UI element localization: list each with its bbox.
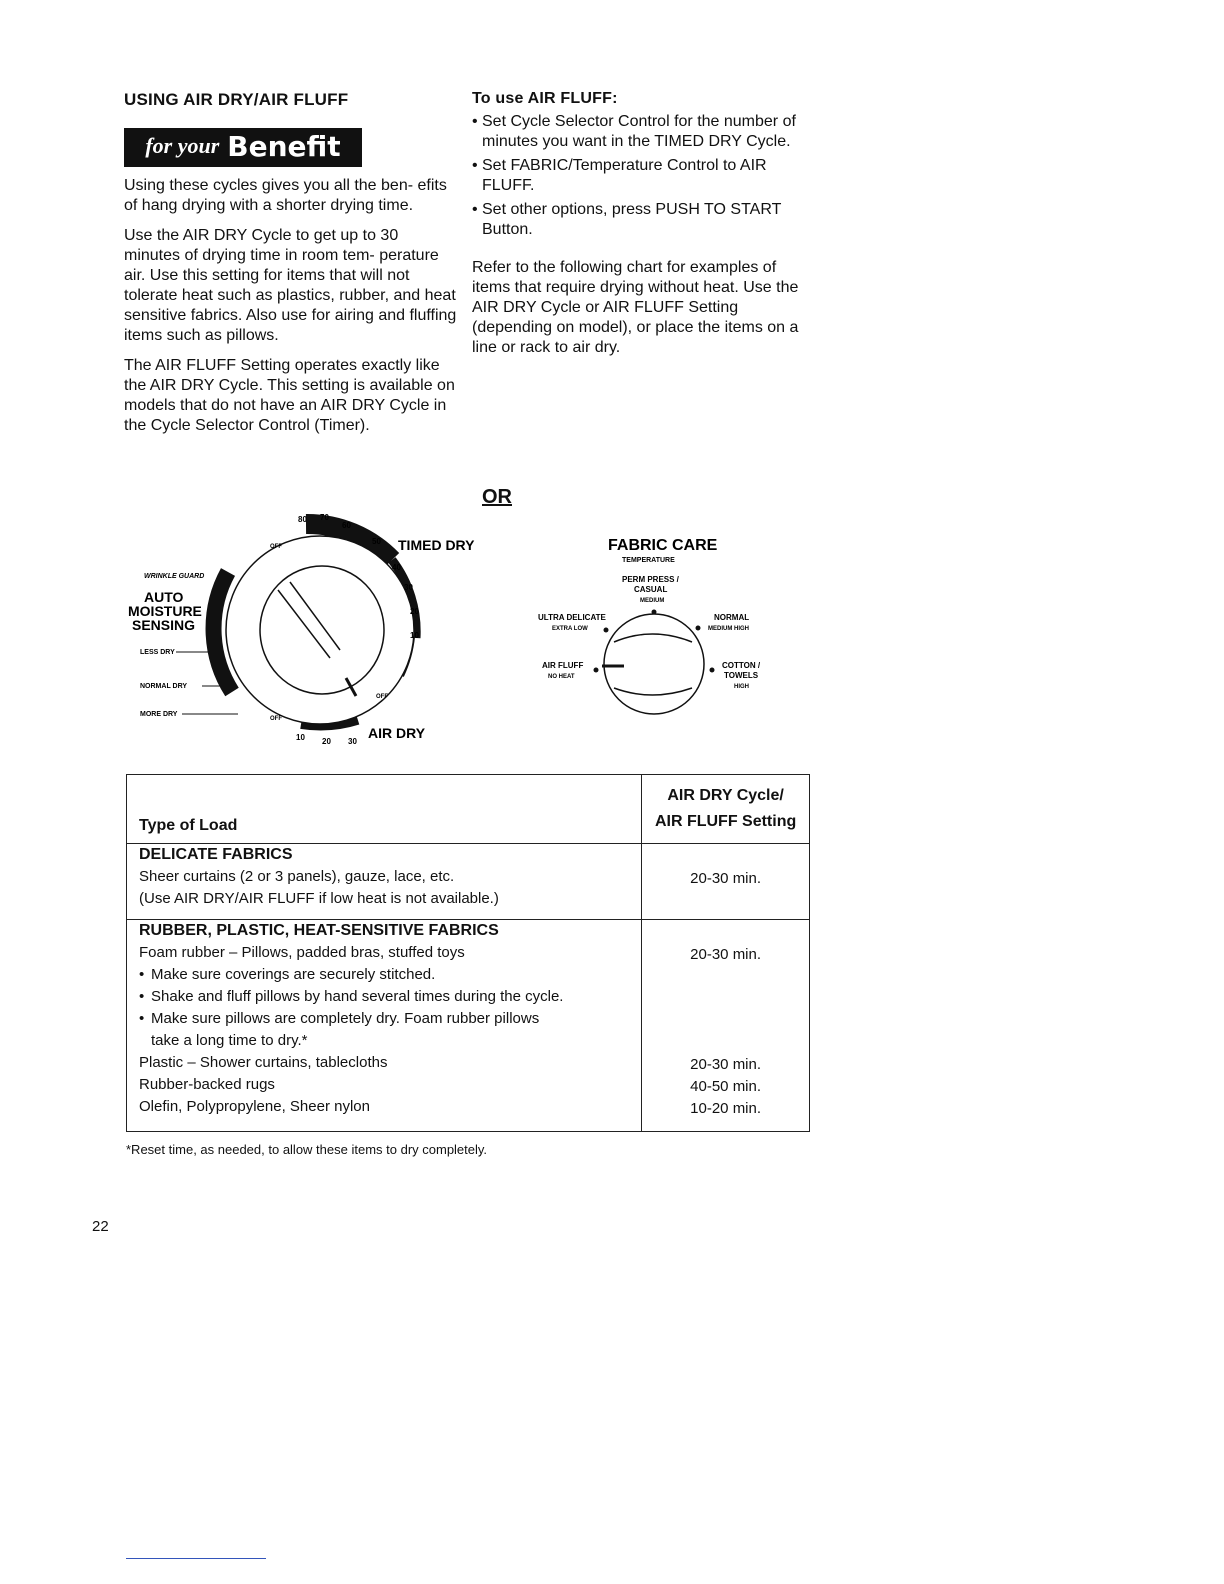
table-row <box>127 920 810 1132</box>
wrinkle-guard-label: WRINKLE GUARD <box>144 573 205 580</box>
olefin-line: Olefin, Polypropylene, Sheer nylon <box>139 1098 370 1115</box>
auto-label: AUTO <box>144 589 184 605</box>
header-air-dry-time <box>642 775 810 844</box>
fabric-dial-knob <box>604 614 704 714</box>
banner-small-text: for your <box>145 133 220 158</box>
tick-label: 30 <box>404 583 413 592</box>
moisture-label: MOISTURE <box>128 603 202 619</box>
step-item: • Set FABRIC/Temperature Control to AIR FLUFF. <box>472 156 808 196</box>
no-heat-label: NO HEAT <box>548 674 575 680</box>
ultra-delicate-dot <box>604 628 609 633</box>
temperature-label: TEMPERATURE <box>622 557 675 564</box>
rugs-line: Rubber-backed rugs <box>139 1076 275 1093</box>
tick-label: 10 <box>410 631 419 640</box>
or-label: OR <box>482 486 512 508</box>
intro-paragraph: Using these cycles gives you all the ben- efits of hang drying with a shorter drying time. <box>124 177 447 214</box>
for-your-benefit-banner <box>124 128 362 167</box>
medium-high-label: MEDIUM HIGH <box>708 626 749 632</box>
air-fluff-label: AIR FLUFF <box>542 661 584 670</box>
casual-label: CASUAL <box>634 585 668 594</box>
tick-label: 80 <box>298 515 307 524</box>
olefin-time: 10-20 min. <box>690 1100 762 1117</box>
banner-big-text: Benefit <box>227 129 341 163</box>
fabric-care-title: FABRIC CARE <box>608 537 718 554</box>
delicate-line-2: (Use AIR DRY/AIR FLUFF if low heat is not available.) <box>139 890 499 907</box>
off-label: OFF <box>270 716 282 722</box>
timed-dry-label: TIMED DRY <box>398 537 475 553</box>
rubber-cell <box>127 920 642 1132</box>
chart-reference-paragraph: Refer to the following chart for examples of items that require drying without heat. Use the AIR DRY Cycle or AIR FLUFF Setting (depending on model), or place the items on a line or rack to air dry. <box>472 259 799 356</box>
delicate-cell <box>127 844 642 920</box>
foam-time: 20-30 min. <box>690 946 762 963</box>
step-item: • Set Cycle Selector Control for the number of minutes you want in the TIMED DRY Cycle. <box>472 112 808 152</box>
header-time-line-1: AIR DRY Cycle/ <box>667 787 784 804</box>
air-fluff-heading: To use AIR FLUFF: <box>472 90 618 107</box>
bottom-rule <box>126 1558 266 1559</box>
normal-label: NORMAL <box>714 613 750 622</box>
drying-time-table <box>126 774 810 1132</box>
rugs-time: 40-50 min. <box>690 1078 762 1095</box>
delicate-time: 20-30 min. <box>690 870 762 887</box>
tick-label: 10 <box>296 733 305 742</box>
footnote: *Reset time, as needed, to allow these items to dry completely. <box>126 1142 488 1157</box>
foam-line: Foam rubber – Pillows, padded bras, stuffed toys <box>139 944 465 961</box>
less-dry-label: LESS DRY <box>140 649 175 656</box>
rubber-time-cell <box>642 920 810 1132</box>
section-heading: USING AIR DRY/AIR FLUFF <box>124 90 349 109</box>
tip-bullet: • Make sure coverings are securely stitched. <box>139 964 629 986</box>
more-dry-label: MORE DRY <box>140 711 178 718</box>
header-type-of-load: Type of Load <box>127 775 642 844</box>
tick-label: 40 <box>392 563 401 572</box>
off-label: OFF <box>376 694 388 700</box>
tick-label: 30 <box>348 737 357 746</box>
air-dry-label: AIR DRY <box>368 725 426 741</box>
rubber-title: RUBBER, PLASTIC, HEAT-SENSITIVE FABRICS <box>139 922 499 939</box>
tick-label: 70 <box>320 513 329 522</box>
plastic-line: Plastic – Shower curtains, tablecloths <box>139 1054 388 1071</box>
high-label: HIGH <box>734 684 749 690</box>
page-number: 22 <box>92 1218 109 1235</box>
air-dry-paragraph: Use the AIR DRY Cycle to get up to 30 minutes of drying time in room tem- perature air. Use this setting for items that will not tolerate heat such as plastics, rubber, and heat sensitive fabrics. Also use for airing and fluffing items such as pillows. <box>124 227 457 344</box>
step-item: • Set other options, press PUSH TO START Button. <box>472 200 808 240</box>
tip-continuation: take a long time to dry.* <box>151 1032 308 1049</box>
cycle-selector-dial-illustration <box>120 508 490 748</box>
normal-dry-label: NORMAL DRY <box>140 683 188 690</box>
table-header-row <box>127 775 810 844</box>
perm-press-label: PERM PRESS / <box>622 575 679 584</box>
tick-label: 50 <box>372 537 381 546</box>
normal-dot <box>696 626 701 631</box>
tick-label: 20 <box>410 607 419 616</box>
delicate-time-cell <box>642 844 810 920</box>
cotton-dot <box>710 668 715 673</box>
dial-knob <box>260 566 384 694</box>
cotton-label: COTTON / <box>722 661 761 670</box>
towels-label: TOWELS <box>724 671 759 680</box>
plastic-time: 20-30 min. <box>690 1056 762 1073</box>
air-fluff-dot <box>594 668 599 673</box>
table-row <box>127 844 810 920</box>
tick-label: 60 <box>342 521 351 530</box>
medium-label: MEDIUM <box>640 598 665 604</box>
tip-bullet: • Make sure pillows are completely dry. Foam rubber pillows <box>139 1008 629 1030</box>
off-label: OFF <box>270 544 282 550</box>
extra-low-label: EXTRA LOW <box>552 626 588 632</box>
right-body <box>472 112 808 358</box>
sensing-label: SENSING <box>132 617 196 633</box>
tick-label: 20 <box>322 737 331 746</box>
left-body <box>124 176 458 446</box>
delicate-line-1: Sheer curtains (2 or 3 panels), gauze, lace, etc. <box>139 868 455 885</box>
air-fluff-steps <box>472 112 808 240</box>
header-time-line-2: AIR FLUFF Setting <box>654 813 797 830</box>
fabric-care-dial-illustration <box>502 530 802 720</box>
ultra-delicate-label: ULTRA DELICATE <box>538 613 606 622</box>
delicate-title: DELICATE FABRICS <box>139 846 293 863</box>
tip-bullet: • Shake and fluff pillows by hand several times during the cycle. <box>139 986 629 1008</box>
air-fluff-paragraph: The AIR FLUFF Setting operates exactly like the AIR DRY Cycle. This setting is available on models that do not have an AIR DRY Cycle in the Cycle Selector Control (Timer). <box>124 357 455 434</box>
